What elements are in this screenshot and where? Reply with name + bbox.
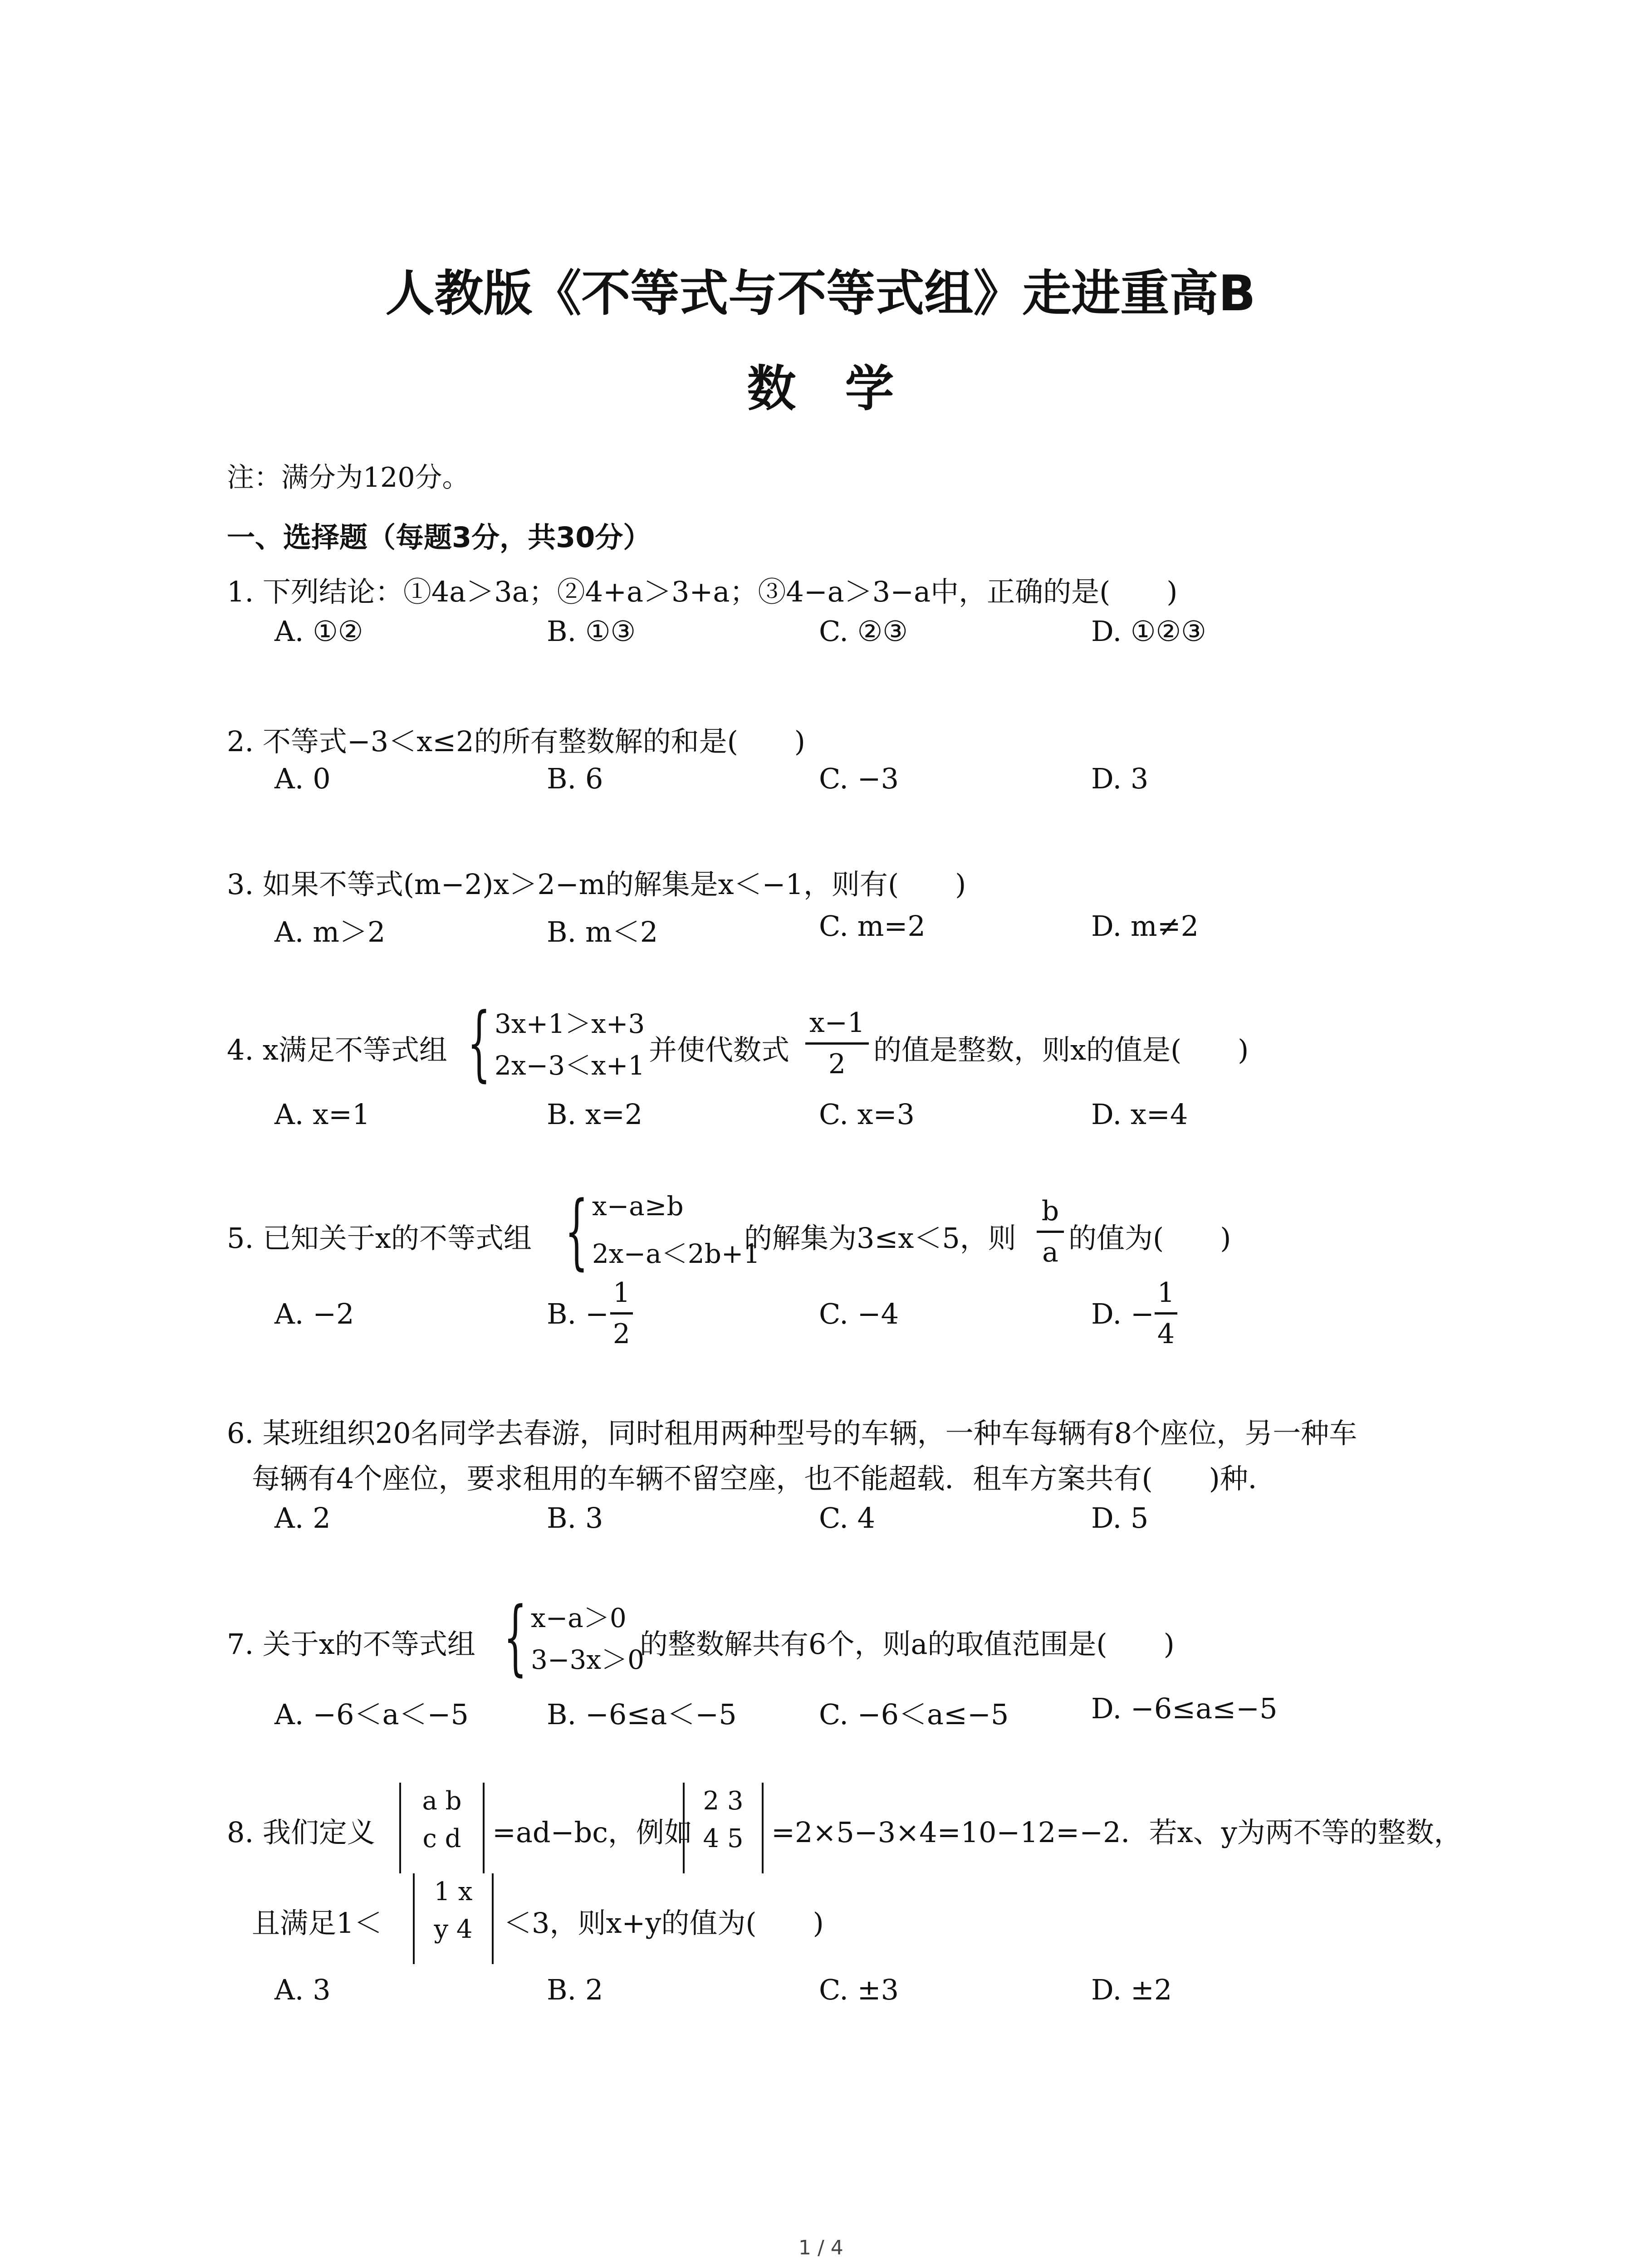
q4-fraction [805,1007,869,1080]
determinant-row-2: 4 5 [703,1824,744,1853]
q4-inequality-system [467,996,658,1090]
fraction-denominator: 2 [828,1048,846,1080]
question-8-middle: =ad−bc，例如 [492,1816,692,1849]
score-note: 注：满分为120分。 [227,462,470,494]
determinant-row-1: 1 x [434,1877,473,1906]
q8-option-b: B. 2 [547,1973,603,2006]
q7-option-c: C. −6＜a≤−5 [819,1698,1009,1731]
q5-system-line-2: 2x−a＜2b+1 [592,1238,760,1269]
q6-option-d: D. 5 [1091,1501,1149,1535]
document-subtitle: 数 学 [747,361,894,417]
q6-option-a: A. 2 [274,1501,331,1535]
fraction-bar [805,1042,869,1045]
question-6-line-1: 6. 某班组织20名同学去春游，同时租用两种型号的车辆，一种车每辆有8个座位，另一种车 [227,1417,1357,1450]
document-title: 人教版《不等式与不等式组》走进重高B [385,265,1256,322]
q5-option-b-prefix: B. − [547,1297,609,1330]
fraction-bar [1155,1312,1177,1315]
fraction-denominator: a [1042,1237,1058,1268]
determinant-row-1: 2 3 [703,1786,744,1816]
q2-option-c: C. −3 [819,762,899,795]
q4-option-a: A. x=1 [274,1098,370,1131]
q3-option-d: D. m≠2 [1091,909,1199,943]
question-2-stem: 2. 不等式−3＜x≤2的所有整数解的和是( ) [227,725,805,758]
question-8-suffix: =2×5−3×4=10−12=−2．若x、y为两不等的整数， [771,1816,1462,1849]
question-4-prefix: 4. x满足不等式组 [227,1033,447,1066]
q7-system-line-1: x−a＞0 [531,1603,627,1633]
q5-system-line-1: x−a≥b [592,1191,684,1222]
q4-option-c: C. x=3 [819,1098,915,1131]
fraction-bar [610,1312,633,1315]
question-8-line-2-suffix: ＜3，则x+y的值为( ) [504,1906,824,1940]
question-3-stem: 3. 如果不等式(m−2)x＞2−m的解集是x＜−1，则有( ) [227,868,966,901]
q8-option-a: A. 3 [274,1973,331,2006]
q3-option-a: A. m＞2 [274,915,386,948]
q7-option-a: A. −6＜a＜−5 [274,1698,469,1731]
q5-option-d-fraction [1155,1277,1177,1350]
question-5-middle: 的解集为3≤x＜5，则 [744,1222,1016,1255]
q8-determinant-condition [413,1873,494,1964]
question-4-suffix: 的值是整数，则x的值是( ) [873,1033,1249,1066]
q7-system-line-2: 3−3x＞0 [531,1644,645,1675]
question-8-line-2-prefix: 且满足1＜ [252,1906,382,1940]
question-1-stem: 1. 下列结论：①4a＞3a；②4+a＞3+a；③4−a＞3−a中，正确的是( ) [227,575,1178,608]
q7-option-b: B. −6≤a＜−5 [547,1698,737,1731]
section-heading: 一、选择题（每题3分，共30分） [227,521,652,554]
question-7-prefix: 7. 关于x的不等式组 [227,1628,475,1661]
fraction-denominator: 2 [612,1318,631,1350]
page-number: 1 / 4 [798,2236,843,2259]
left-brace-icon: { [504,1590,527,1685]
q4-system-line-1: 3x+1＞x+3 [495,1008,645,1039]
determinant-row-2: c d [422,1824,461,1853]
q5-fraction [1037,1195,1064,1268]
q7-inequality-system [504,1590,649,1685]
q2-option-b: B. 6 [547,762,603,795]
q8-option-d: D. ±2 [1091,1973,1172,2006]
q5-inequality-system [565,1184,760,1279]
q8-determinant-definition [399,1783,485,1873]
left-brace-icon: { [467,996,491,1090]
fraction-bar [1037,1231,1064,1233]
q7-option-d: D. −6≤a≤−5 [1091,1692,1278,1725]
left-brace-icon: { [565,1184,588,1279]
q4-option-d: D. x=4 [1091,1098,1188,1131]
determinant-row-1: a b [422,1786,462,1816]
fraction-denominator: 4 [1157,1318,1175,1350]
q1-option-c: C. ②③ [819,615,908,648]
q1-option-a: A. ①② [274,615,363,648]
q5-option-b-fraction [610,1277,633,1350]
determinant-row-2: y 4 [434,1915,473,1944]
question-6-line-2: 每辆有4个座位，要求租用的车辆不留空座，也不能超载．租车方案共有( )种． [252,1462,1276,1495]
question-4-middle: 并使代数式 [649,1033,790,1066]
q4-system-line-2: 2x−3＜x+1 [495,1050,645,1081]
question-5-suffix: 的值为( ) [1068,1222,1231,1255]
q5-option-d-prefix: D. − [1091,1297,1154,1330]
fraction-numerator: x−1 [809,1007,865,1039]
q5-option-c: C. −4 [819,1297,899,1330]
fraction-numerator: 1 [612,1277,631,1309]
q3-option-b: B. m＜2 [547,915,658,948]
q4-option-b: B. x=2 [547,1098,643,1131]
q5-option-a: A. −2 [274,1297,354,1330]
question-5-prefix: 5. 已知关于x的不等式组 [227,1222,532,1255]
q6-option-c: C. 4 [819,1501,876,1535]
q2-option-d: D. 3 [1091,762,1149,795]
q8-determinant-example [683,1783,764,1873]
q1-option-b: B. ①③ [547,615,636,648]
fraction-numerator: b [1041,1195,1059,1227]
question-7-suffix: 的整数解共有6个，则a的取值范围是( ) [640,1628,1175,1661]
q6-option-b: B. 3 [547,1501,603,1535]
q1-option-d: D. ①②③ [1091,615,1206,648]
question-8-prefix: 8. 我们定义 [227,1816,375,1849]
fraction-numerator: 1 [1157,1277,1175,1309]
q3-option-c: C. m=2 [819,909,926,943]
q8-option-c: C. ±3 [819,1973,899,2006]
q2-option-a: A. 0 [274,762,331,795]
